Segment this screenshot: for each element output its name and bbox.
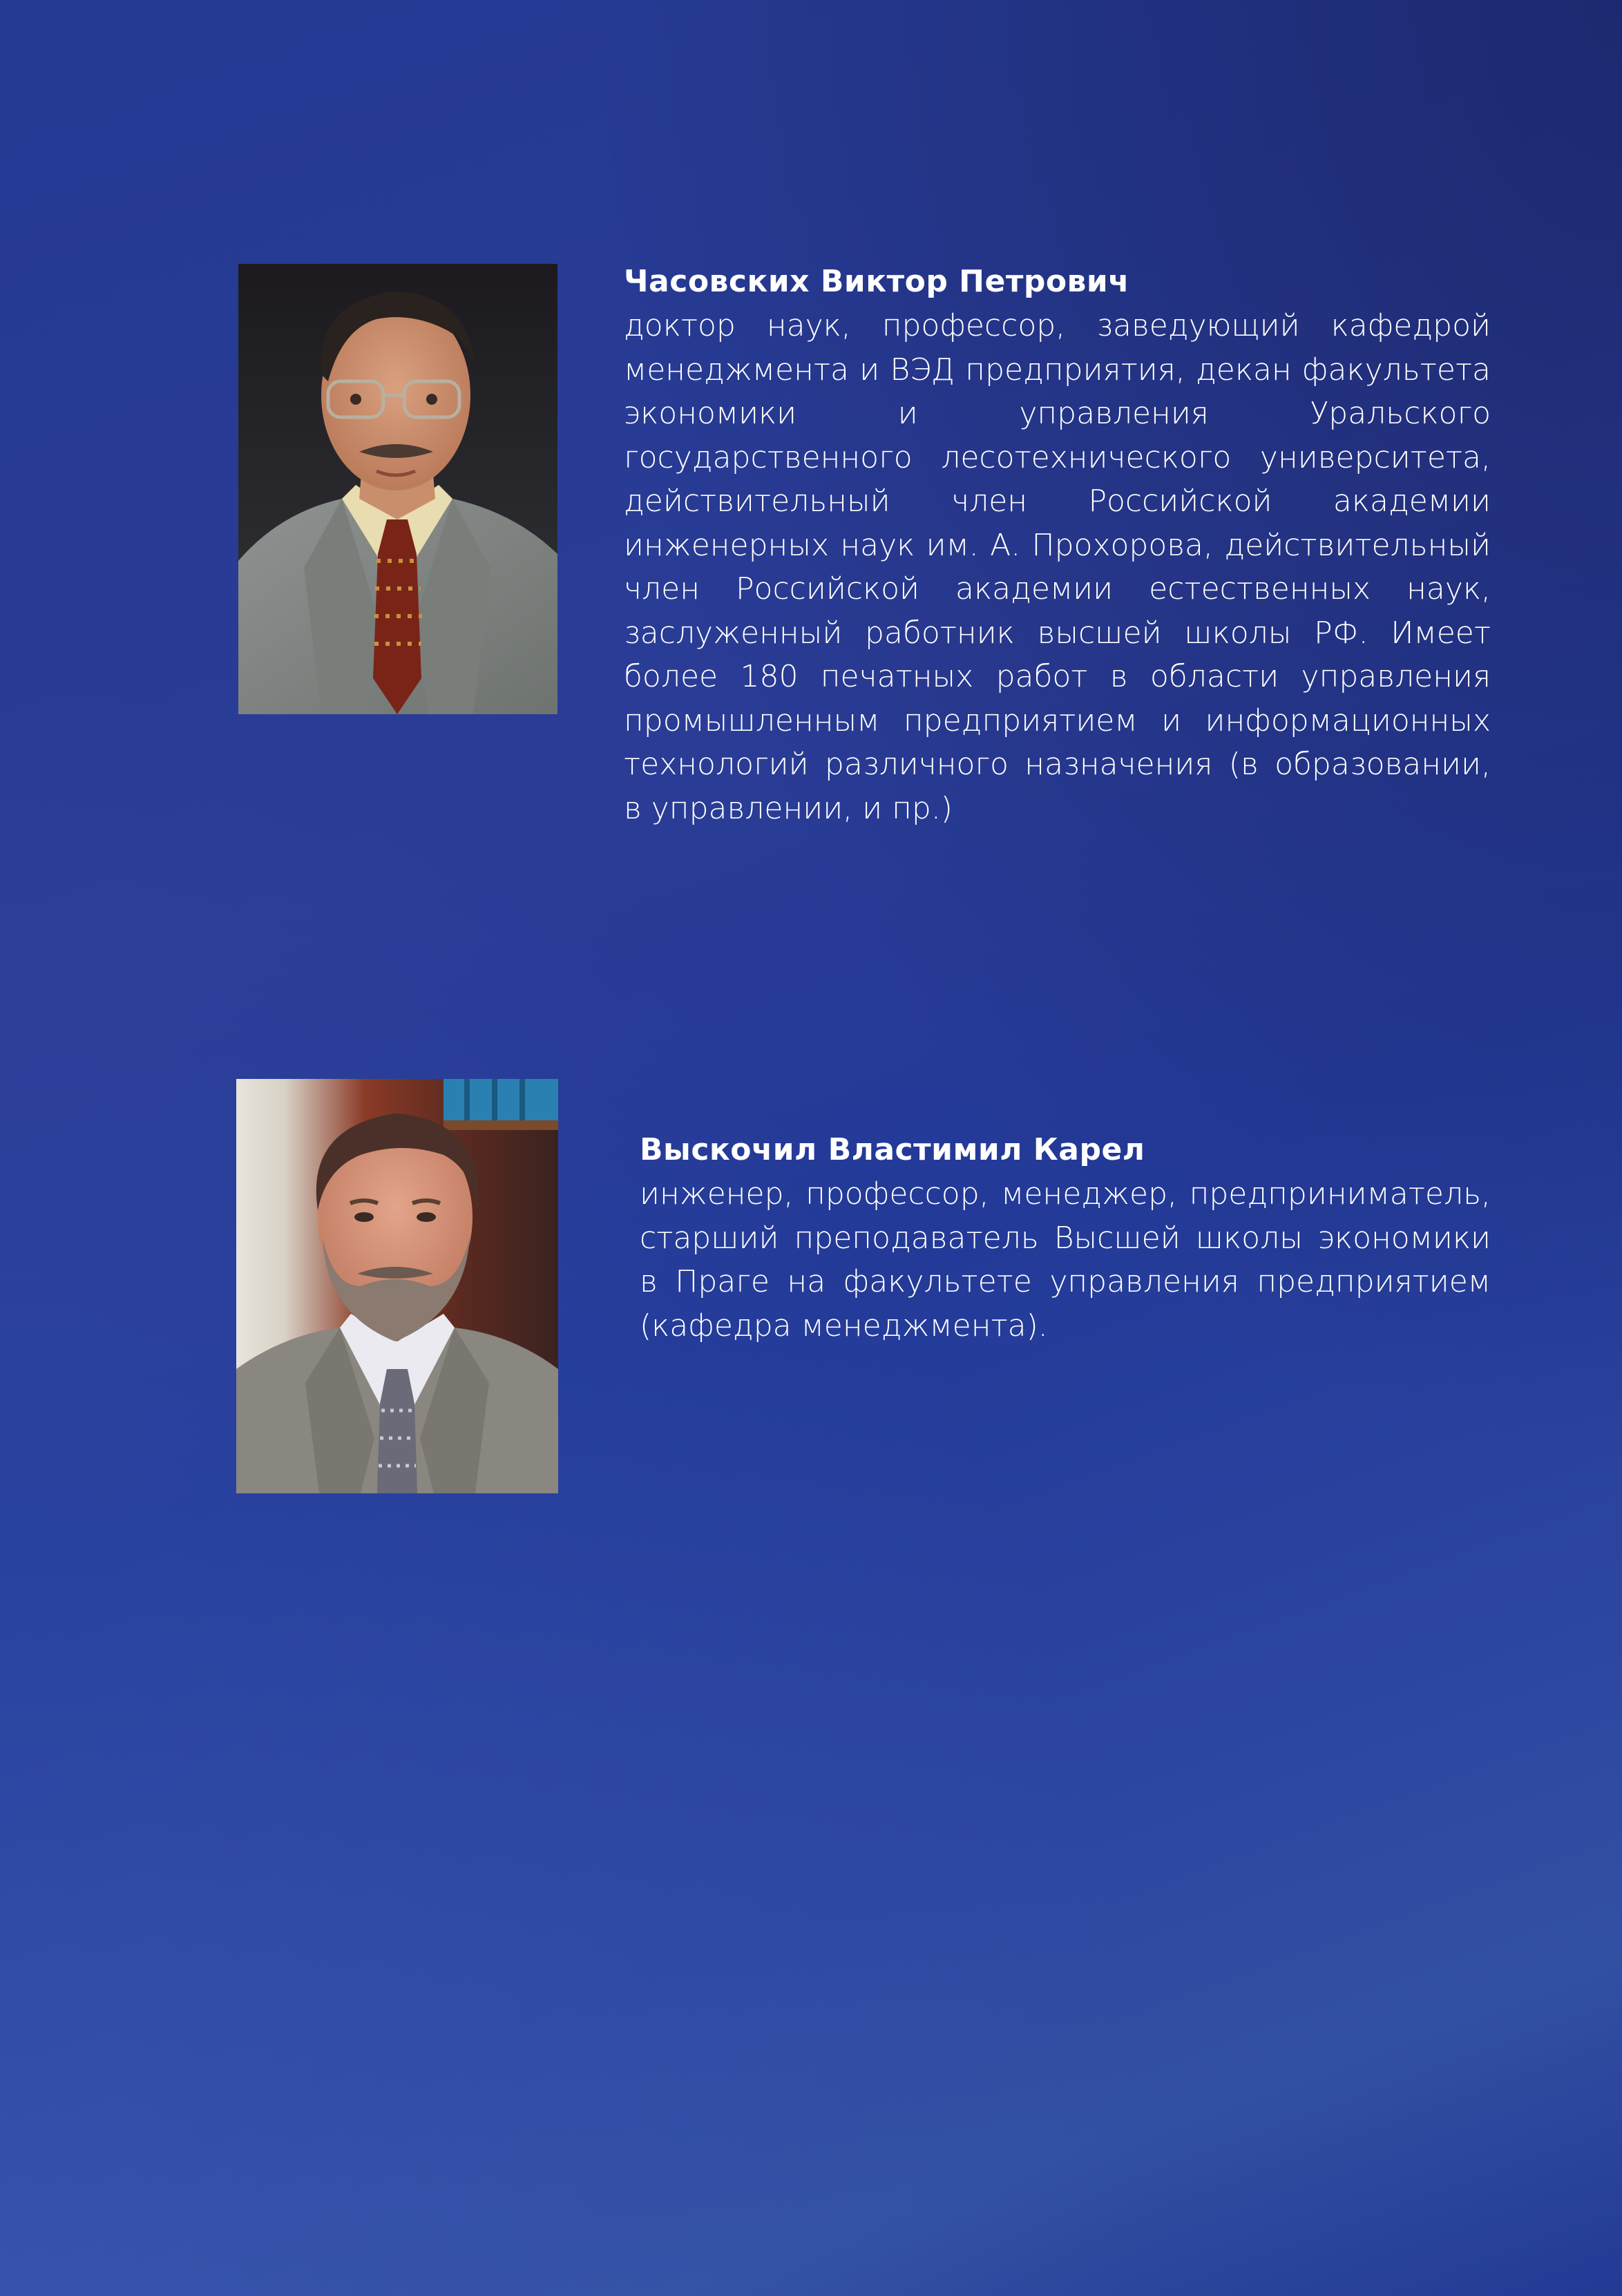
person-bio-1: доктор наук, профессор, заведующий кафедрой менеджмента и ВЭД предприятия, декан факультета экономики и управления Уральского государственного лесотехнического университета, действительный член Российской академии инженерных наук им. А. Прохорова, действительный член Российской академии естественных наук, заслуженный работник высшей школы РФ. Имеет более 180 печатных работ в области управления промышленным предприятием и информационных технологий различного назначения (в образовании, в управлении, и пр.)	[624, 308, 1491, 826]
person-bio-2: инженер, профессор, менеджер, предприниматель, старший преподаватель Высшей школы экономики в Праге на факультете управления предприятием (кафедра менеджмента).	[640, 1176, 1491, 1343]
portrait-illustration-1	[238, 264, 557, 714]
person-name-1: Часовских Виктор Петрович	[624, 264, 1129, 299]
bio-block-1	[624, 260, 1491, 830]
portrait-photo-2	[236, 1079, 558, 1493]
portrait-photo-1	[238, 264, 557, 714]
bio-block-2	[640, 1128, 1491, 1348]
portrait-illustration-2	[236, 1079, 558, 1493]
person-name-2: Выскочил Властимил Карел	[640, 1132, 1145, 1167]
